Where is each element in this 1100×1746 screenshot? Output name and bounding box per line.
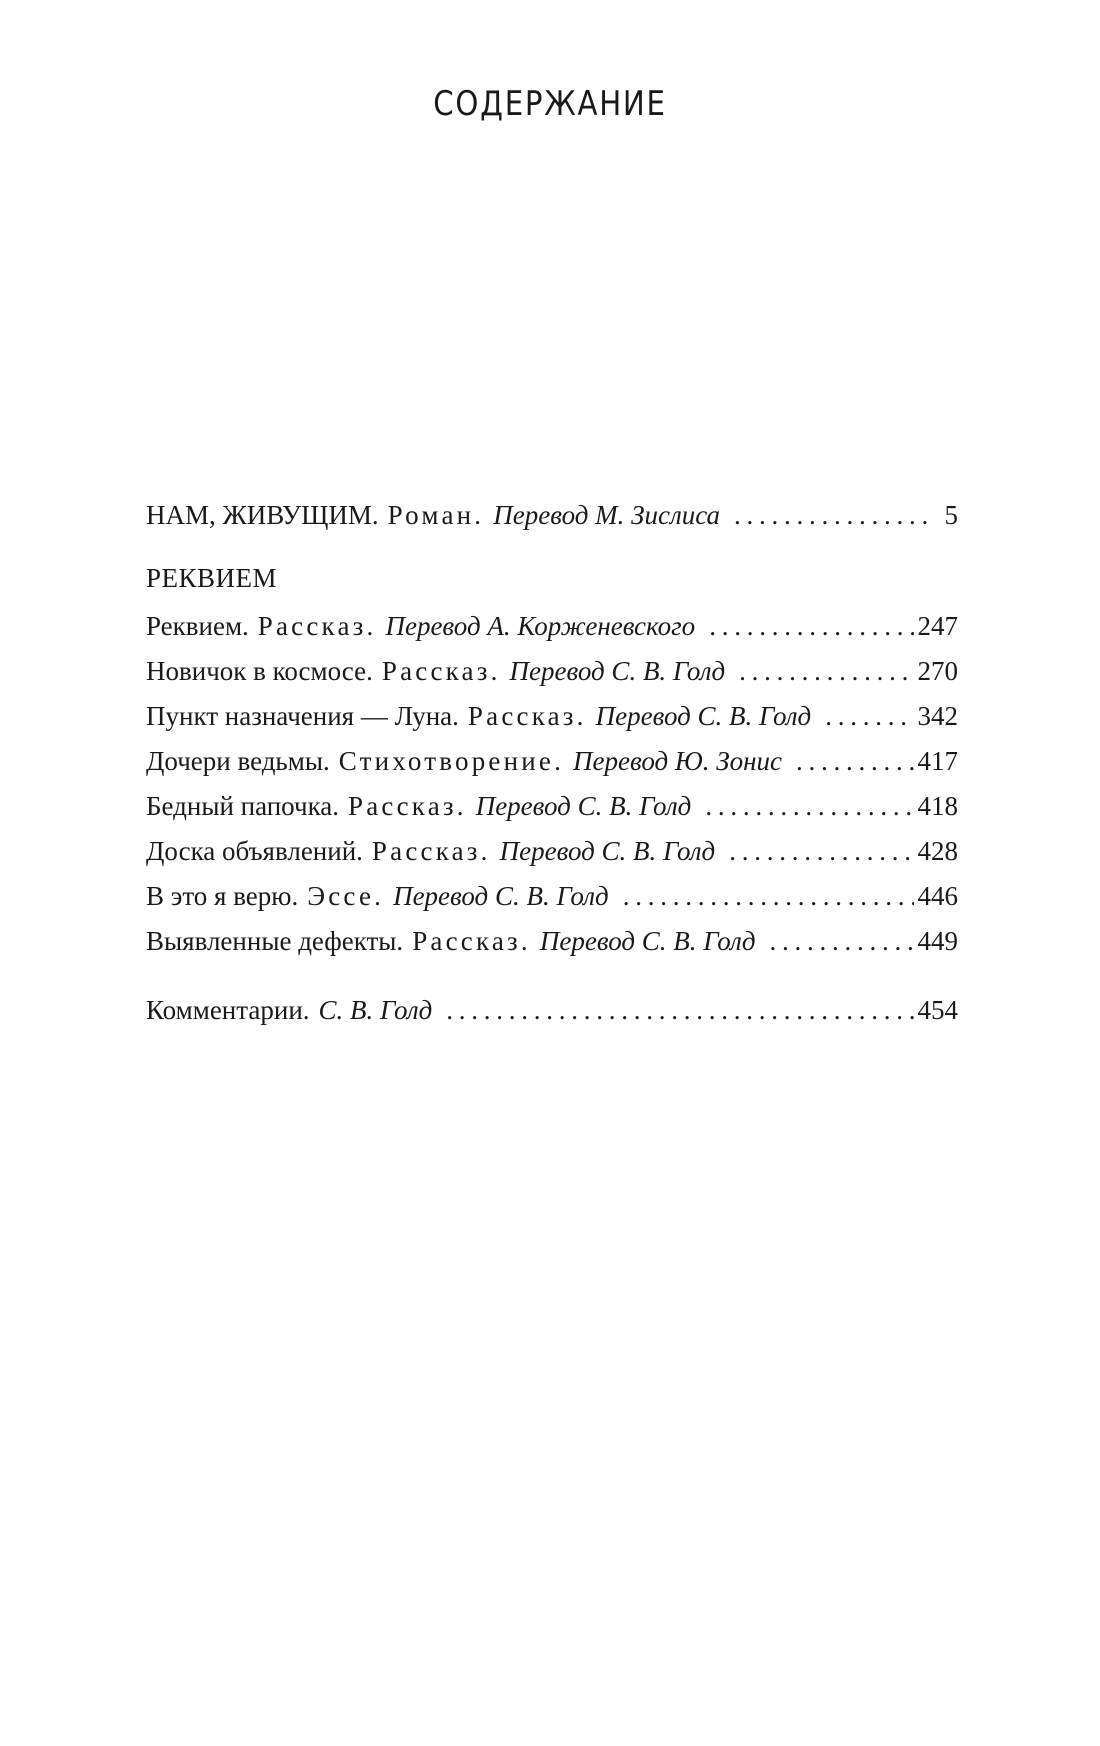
dot-leader xyxy=(796,746,913,777)
entry-genre: Эссе. xyxy=(307,881,385,911)
dot-leader xyxy=(729,836,913,867)
dot-leader xyxy=(825,701,913,732)
entry-page-number: 247 xyxy=(917,611,958,641)
toc-entry[interactable] xyxy=(146,881,958,921)
entry-genre: Рассказ. xyxy=(371,836,491,866)
entry-translator: Перевод С. В. Голд xyxy=(499,836,716,866)
entry-translator: Перевод С. В. Голд xyxy=(509,656,726,686)
dot-leader xyxy=(769,926,913,957)
entry-translator: Перевод М. Зислиса xyxy=(493,500,721,530)
dot-leader xyxy=(709,611,913,642)
dot-leader xyxy=(705,791,913,822)
entry-translator: Перевод А. Корженевского xyxy=(385,611,696,641)
entry-genre: Рассказ. xyxy=(348,791,467,821)
toc-entry[interactable] xyxy=(146,926,958,966)
entry-title: Реквием. xyxy=(146,611,249,641)
dot-leader xyxy=(739,656,913,687)
section-heading: РЕКВИЕМ xyxy=(146,563,278,593)
entry-page-number: 446 xyxy=(917,881,958,911)
entry-page-number: 418 xyxy=(917,791,958,821)
entry-title: НАМ, ЖИВУЩИМ. xyxy=(146,500,379,530)
toc-entry[interactable] xyxy=(146,746,958,786)
entry-translator: Перевод Ю. Зонис xyxy=(573,746,783,776)
entry-title: Дочери ведьмы. xyxy=(146,746,330,776)
page-title: СОДЕРЖАНИЕ xyxy=(433,84,667,124)
entry-genre: Роман. xyxy=(387,500,485,530)
entry-translator: Перевод С. В. Голд xyxy=(393,881,609,911)
toc-entry-commentary[interactable] xyxy=(146,995,958,1035)
entry-page-number: 417 xyxy=(917,746,958,776)
entry-title: Доска объявлений. xyxy=(146,836,363,866)
toc-entry[interactable] xyxy=(146,611,958,651)
entry-page-number: 454 xyxy=(917,995,958,1025)
entry-author: С. В. Голд xyxy=(318,995,433,1025)
entry-genre: Рассказ. xyxy=(412,926,531,956)
entry-title: Бедный папочка. xyxy=(146,791,340,821)
toc-entry[interactable] xyxy=(146,836,958,876)
dot-leader xyxy=(734,500,934,531)
entry-title: Комментарии. xyxy=(146,995,310,1025)
entry-title: Новичок в космосе. xyxy=(146,656,373,686)
entry-translator: Перевод С. В. Голд xyxy=(595,701,812,731)
toc-entry[interactable] xyxy=(146,791,958,831)
dot-leader xyxy=(623,881,914,912)
entry-genre: Рассказ. xyxy=(467,701,587,731)
dot-leader xyxy=(446,995,913,1026)
entry-title: В это я верю. xyxy=(146,881,299,911)
entry-page-number: 342 xyxy=(917,701,958,731)
entry-translator: Перевод С. В. Голд xyxy=(475,791,692,821)
toc-entry[interactable] xyxy=(146,656,958,696)
entry-genre: Рассказ. xyxy=(257,611,377,641)
toc-entry-main[interactable] xyxy=(146,500,958,540)
entry-translator: Перевод С. В. Голд xyxy=(539,926,756,956)
entry-page-number: 449 xyxy=(917,926,958,956)
entry-page-number: 5 xyxy=(944,500,958,530)
entry-title: Пункт назначения — Луна. xyxy=(146,701,459,731)
toc-entry[interactable] xyxy=(146,701,958,741)
entry-page-number: 428 xyxy=(917,836,958,866)
entry-title: Выявленные дефекты. xyxy=(146,926,404,956)
entry-genre: Рассказ. xyxy=(381,656,501,686)
entry-genre: Стихотворение. xyxy=(338,746,565,776)
entry-page-number: 270 xyxy=(917,656,958,686)
